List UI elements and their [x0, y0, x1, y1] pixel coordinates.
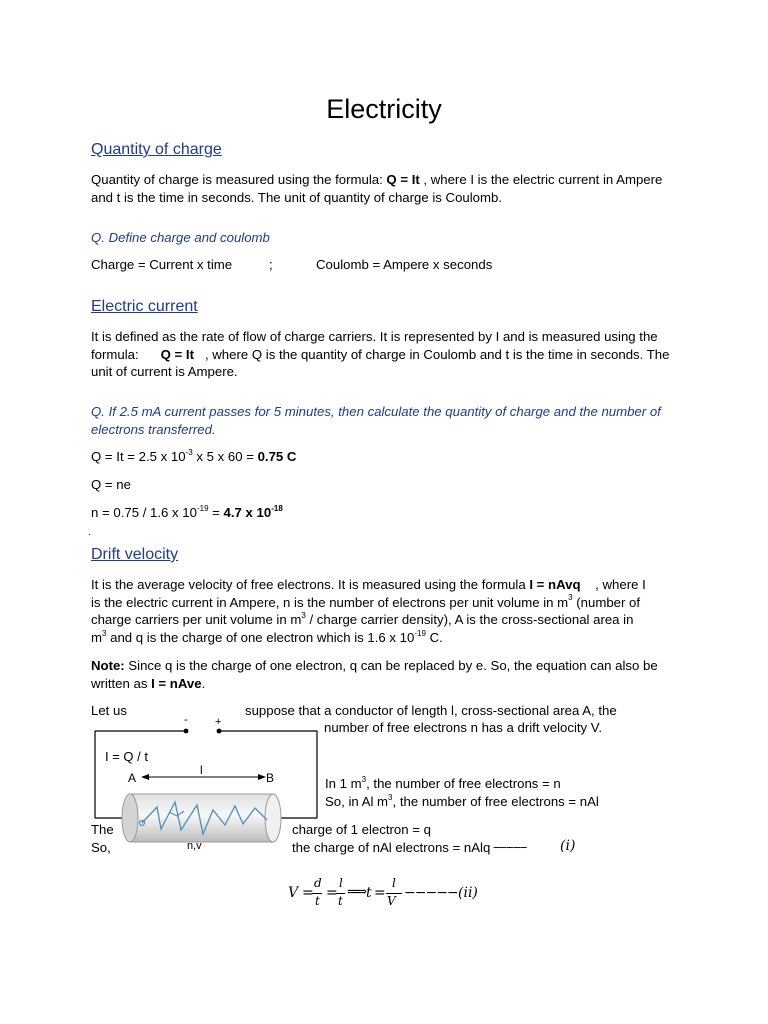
conductor-left-end — [122, 794, 138, 842]
charge-one-electron: charge of 1 electron = q — [292, 822, 431, 837]
label-a: A — [128, 771, 137, 785]
charge-paragraph: Quantity of charge is measured using the formula: Q = It , where I is the electric current in Ampere and t is the time in seconds. The unit of quantity of charge is Coulomb. — [91, 172, 663, 205]
eq-d: d — [314, 876, 322, 890]
let-us-text: Let us — [91, 703, 127, 718]
calc-q-ne: Q = ne — [91, 477, 131, 492]
drift-paragraph: It is the average velocity of free electrons. It is measured using the formula I = nAvq , where I is the electric current in Ampere, n is the number of electrons per unit volume in $m^3$ (number of charge carriers per unit volume in $m^3$ / charge carrier density), A is the cross-sectional area in $m^3$ and q is the charge of one electron which is 1.6 x $10^{-19}$ C. — [91, 577, 650, 646]
heading-drift-velocity: Drift velocity — [91, 546, 179, 563]
eq-l1: l — [339, 876, 343, 890]
the-text: The — [91, 822, 114, 837]
eq-t1: t — [315, 894, 320, 908]
note-paragraph: Note: Since q is the charge of one electron, q can be replaced by e. So, the equation can also be written as I = nAve. — [91, 658, 658, 691]
arrow-head-left — [141, 774, 149, 780]
eq-t2: t — [338, 894, 343, 908]
conductor-body — [130, 794, 273, 842]
charge-question: Q. Define charge and coulomb — [91, 230, 270, 245]
label-b: B — [266, 771, 275, 785]
equation-label-ii: (ii) — [458, 885, 478, 901]
current-formula-label: I = Q / t — [105, 749, 148, 764]
eq-v2: V — [387, 894, 396, 908]
electrons-per-m3: In 1 $m^3$, the number of free electrons = n — [325, 774, 561, 791]
terminal-positive — [217, 729, 222, 734]
label-l: l — [200, 763, 203, 777]
implies-arrow: ⟹ — [347, 884, 368, 900]
minus-label: - — [184, 714, 188, 726]
calc-charge: Q = It = 2.5 x $10^{-3}$ x 5 x 60 = 0.75 C — [91, 447, 297, 464]
coulomb-definition: Coulomb = Ampere x seconds — [316, 257, 493, 272]
equation-label-i: (i) — [560, 838, 576, 854]
plus-label: + — [215, 716, 222, 728]
electrons-in-al: So, in Al $m^3$, the number of free electrons = nAl — [325, 792, 599, 809]
velocity-equation: V = d t = l t ⟹ t = l V −−−−− (ii) — [288, 876, 478, 908]
current-question: Q. If 2.5 mA current passes for 5 minutes, then calculate the quantity of charge and the number of electrons transferred. — [91, 404, 661, 437]
charge-nal-electrons: the charge of nAl electrons = nAlq −−−−− — [292, 840, 527, 855]
charge-formula: Q = It — [386, 172, 420, 187]
arrow-head-right — [258, 774, 266, 780]
page-title: Electricity — [326, 94, 442, 124]
stray-dot: . — [88, 527, 91, 537]
calc-electrons: n = 0.75 / 1.6 x $10^{-19} = 4.7$ x $10^{-18}$ — [91, 503, 283, 520]
conductor-right-end — [265, 794, 281, 842]
suppose-line-2: number of free electrons n has a drift velocity V. — [324, 720, 603, 735]
definition-separator: ; — [269, 257, 273, 272]
so-text: So, — [91, 840, 111, 855]
terminal-negative — [184, 729, 189, 734]
charge-definition: Charge = Current x time — [91, 257, 233, 272]
eq-v: V — [288, 885, 299, 901]
current-formula: Q = It — [160, 346, 194, 362]
circuit-diagram — [85, 712, 325, 857]
heading-electric-current: Electric current — [91, 298, 198, 315]
eq-l2: l — [392, 876, 396, 890]
suppose-line-1: suppose that a conductor of length l, cross-sectional area A, the — [245, 703, 617, 718]
label-nv: n,v — [187, 840, 202, 852]
heading-quantity-of-charge: Quantity of charge — [91, 141, 222, 158]
current-paragraph: It is defined as the rate of flow of charge carriers. It is represented by I and is measured using the formula: Q = It , where Q is the quantity of charge in Coulomb and t is the time in seconds. The unit of current is Ampere. — [91, 329, 674, 380]
